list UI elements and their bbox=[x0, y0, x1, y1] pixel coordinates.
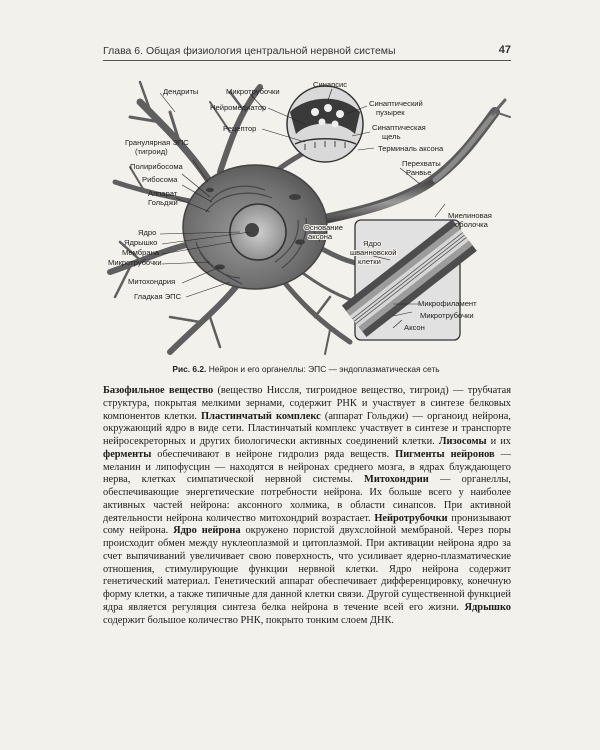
label-neuromediator: Нейромедиатор bbox=[210, 103, 267, 112]
header-rule bbox=[103, 60, 511, 61]
text-span: обеспечивают в нейроне гидролиз ряда веществ. bbox=[151, 448, 396, 460]
label-nucleolus: Ядрышко bbox=[124, 238, 158, 247]
chapter-title: Глава 6. Общая физиология центральной нервной системы bbox=[103, 45, 396, 57]
term-enzymes: ферменты bbox=[103, 448, 152, 460]
text-span: окружено пористой двухслойной мембраной. Через поры происходит обмен между нуклеоплазмой и цитоплазмой. При активации нейрона ядро за счет выпячиваний увеличивает свою поверхность, что усиливает ядерно-плазматические отношения, стимулирующие функции нервной клетки. Ядро нейрона содержит генетический материал. Генетический аппарат обеспечивает дифференцировку, конечную форму клетки, а также типичные для данной клетки связи. Другой существенной функцией ядра является регуляция синтеза белка нейрона в течение всей его жизни. bbox=[103, 525, 512, 613]
label-nucleus: Ядро bbox=[138, 228, 157, 237]
label-microtubules-bottom: Микротрубочки bbox=[420, 311, 474, 320]
label-axon-base-2: аксона bbox=[308, 232, 333, 241]
text-span: — меланин и липофусцин — находятся в нейронах среднего мозга, в ядрах блуждающего нерва, клетках симпатической нервной системы. bbox=[103, 448, 511, 486]
label-synapse: Синапсис bbox=[313, 80, 348, 89]
label-membrane: Мембрана bbox=[122, 248, 159, 257]
label-synaptic-cleft-2: щель bbox=[382, 132, 401, 141]
label-ranvier-2: Ранвье bbox=[406, 168, 432, 177]
term-pigments: Пигменты нейронов bbox=[395, 448, 495, 460]
label-microtubules-left: Микротрубочки bbox=[108, 258, 162, 267]
label-axon-terminal: Терминаль аксона bbox=[378, 144, 444, 153]
label-polyribosome: Полирибосома bbox=[130, 162, 183, 171]
term-basophilic: Базофильное вещество bbox=[103, 385, 214, 396]
label-schwann-1: Ядро bbox=[363, 239, 382, 248]
label-axon: Аксон bbox=[404, 323, 425, 332]
label-myelin-2: оболочка bbox=[455, 220, 488, 229]
text-span: содержит большое количество РНК, покрыто тонким слоем ДНК. bbox=[103, 614, 395, 626]
label-dendrites: Дендриты bbox=[163, 87, 199, 96]
label-ribosome: Рибосома bbox=[142, 175, 178, 184]
body-paragraph bbox=[103, 385, 511, 627]
term-nucleolus: Ядрышко bbox=[464, 601, 511, 613]
caption-number: Рис. 6.2. bbox=[172, 364, 207, 374]
label-axon-base-1: Основание bbox=[304, 223, 343, 232]
label-receptor: Рецептор bbox=[223, 124, 257, 133]
page-number: 47 bbox=[498, 44, 511, 56]
text-span: и их bbox=[486, 436, 511, 447]
term-lysosomes: Лизосомы bbox=[438, 436, 487, 447]
label-schwann-3: клетки bbox=[358, 257, 381, 266]
text-span: (аппарат Гольджи) — органоид нейрона, окружающий ядро в виде сети. Пластинчатый комплекс участвует в синтезе и транспорте нейросекреторных и других биологически активных соединений клетки. bbox=[103, 410, 512, 447]
running-header bbox=[103, 44, 511, 60]
label-smooth-eps: Гладкая ЭПС bbox=[134, 292, 182, 301]
text-span: (вещество Нисcля, тигроидное вещество, тигроид) — трубчатая структура, покрытая мелкими зернами, содержит РНК и участвует в синтезе белковых компонентов клетки. bbox=[103, 385, 512, 422]
nucleolus-shape bbox=[245, 223, 259, 237]
label-golgi-2: Гольджи bbox=[148, 198, 178, 207]
caption-text: Нейрон и его органеллы: ЭПС — эндоплазматическая сеть bbox=[206, 364, 440, 374]
label-microtubules-top: Микротрубочки bbox=[226, 87, 280, 96]
synapse-inset bbox=[287, 86, 363, 162]
label-synaptic-cleft-1: Синаптическая bbox=[372, 123, 426, 132]
label-granular-eps-2: (тигроид) bbox=[135, 147, 168, 156]
term-nucleus: Ядро нейрона bbox=[173, 525, 241, 537]
axon-inset bbox=[342, 219, 477, 340]
label-schwann-2: шванновской bbox=[350, 248, 397, 257]
label-synaptic-vesicle-2: пузырек bbox=[376, 108, 405, 117]
label-myelin-1: Миелиновая bbox=[448, 211, 492, 220]
label-granular-eps-1: Гранулярная ЭПС bbox=[125, 138, 189, 147]
text-span: — органеллы, обеспечивающие энергетические потребности нейрона. Их больше всего у наиболее активных частей нейрона: аксонного холмика, в области синапсов. При активной деятельности нейрона количество митохондрий возрастает. bbox=[103, 474, 511, 524]
term-mitochondria: Митохондрии bbox=[364, 474, 429, 486]
term-neurotubules: Нейротрубочки bbox=[374, 512, 448, 524]
label-microfilament: Микрофиламент bbox=[418, 299, 477, 308]
neuron-illustration bbox=[100, 72, 512, 357]
label-synaptic-vesicle-1: Синаптический bbox=[369, 99, 423, 108]
figure-caption bbox=[100, 364, 512, 374]
neuron-figure bbox=[100, 72, 512, 357]
term-lamellar-complex: Пластинчатый комплекс bbox=[201, 410, 321, 422]
label-mitochondria: Митохондрия bbox=[128, 277, 176, 286]
text-span: пронизывают сому нейрона. bbox=[103, 512, 511, 537]
label-golgi-1: Аппарат bbox=[148, 189, 178, 198]
label-ranvier-1: Перехваты bbox=[402, 159, 441, 168]
